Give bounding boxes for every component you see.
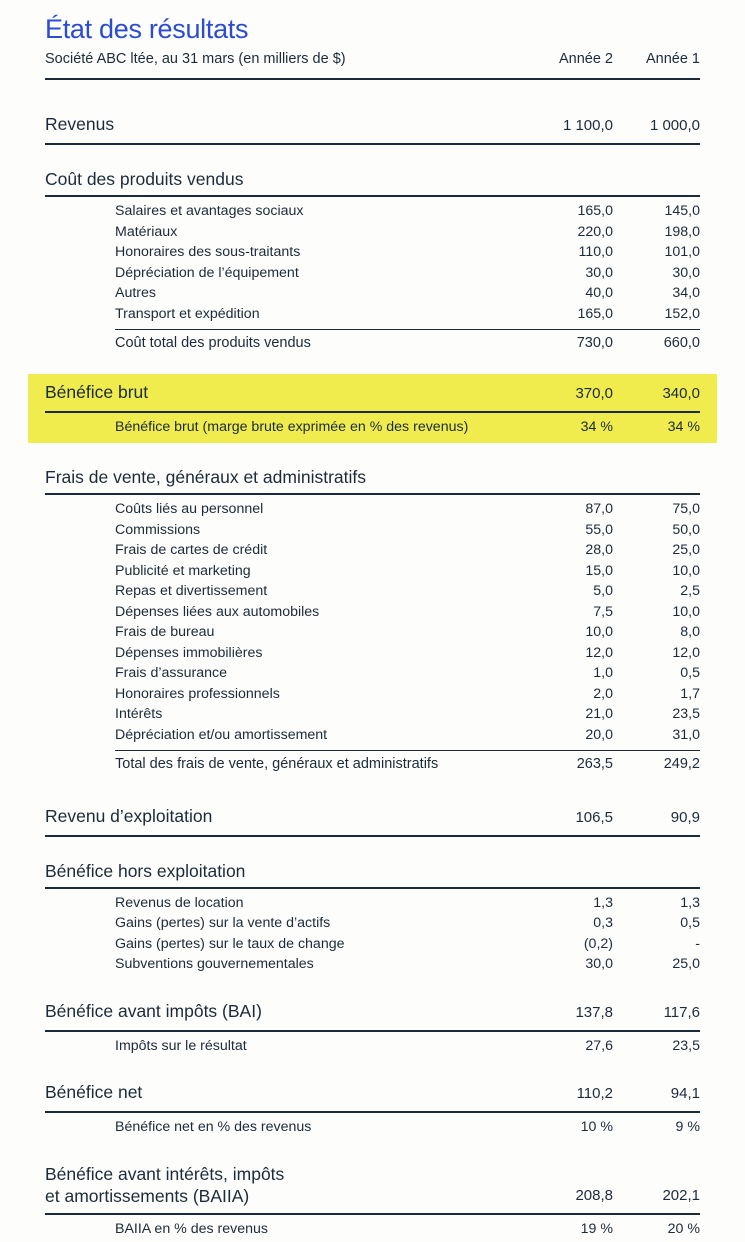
row-total-frais-de-vente <box>45 751 700 780</box>
statement-row <box>45 913 700 934</box>
value-year2: 21,0 <box>585 706 613 722</box>
gross-profit-highlight <box>28 374 717 444</box>
value-year1: 10,0 <box>672 603 700 620</box>
row-label: Frais de cartes de crédit <box>115 542 268 558</box>
row-label: Transport et expédition <box>115 305 260 322</box>
value-year2: 7,5 <box>593 603 613 620</box>
value-year1: 50,0 <box>672 521 700 538</box>
value-year2: 5,0 <box>593 583 613 599</box>
row-label: Revenus <box>45 114 115 134</box>
value-year2: 28,0 <box>585 542 613 558</box>
row-label: Salaires et avantages sociaux <box>115 203 304 219</box>
row-label: Intérêts <box>115 706 163 722</box>
page-subtitle: Société ABC ltée, au 31 mars (en milliers de $) <box>45 51 346 67</box>
row-label: Bénéfice net en % des revenus <box>115 1119 312 1135</box>
statement-row <box>45 602 700 623</box>
row-label: Coût des produits vendus <box>45 169 244 189</box>
value-year2: 263,5 <box>576 756 613 772</box>
statement-row <box>45 954 700 975</box>
value-year1: 145,0 <box>664 203 700 219</box>
value-year2: (0,2) <box>583 935 613 952</box>
value-year2: 165,0 <box>577 305 613 322</box>
row-label-line: Bénéfice avant intérêts, impôts <box>45 1163 285 1184</box>
value-year1: 10,0 <box>672 562 700 579</box>
value-year1: 340,0 <box>662 384 700 402</box>
row-label: Dépenses immobilières <box>115 644 263 661</box>
row-label: Gains (pertes) sur la vente d’actifs <box>115 915 331 931</box>
value-year2: 87,0 <box>585 501 613 517</box>
row-label: Publicité et marketing <box>115 562 251 579</box>
row-label: Dépréciation et/ou amortissement <box>115 726 328 743</box>
statement-row <box>45 304 700 325</box>
row-label: Repas et divertissement <box>115 583 268 599</box>
row-label: Impôts sur le résultat <box>115 1037 247 1054</box>
value-year2: 110,2 <box>576 1085 613 1102</box>
statement-row <box>45 684 700 705</box>
statement-row <box>45 201 700 222</box>
row-label: Dépenses liées aux automobiles <box>115 603 320 620</box>
value-year2: 370,0 <box>575 384 613 402</box>
value-year1: 202,1 <box>662 1186 700 1204</box>
row-baiia-pct <box>45 1219 700 1240</box>
value-year1: 20 % <box>667 1220 700 1237</box>
value-year1: 31,0 <box>672 726 700 743</box>
value-year2: 12,0 <box>585 644 613 661</box>
value-year1: 0,5 <box>680 665 700 681</box>
value-year1: 152,0 <box>664 305 700 322</box>
row-label: Frais de bureau <box>115 624 215 640</box>
value-year2: 1,3 <box>593 894 613 911</box>
value-year1: 101,0 <box>664 244 700 260</box>
value-year2: 10 % <box>580 1119 613 1135</box>
statement-row <box>45 520 700 541</box>
row-benefice-net <box>45 1080 700 1113</box>
value-year1: 9 % <box>675 1119 700 1135</box>
value-year2: 220,0 <box>577 223 613 240</box>
value-year1: 1,7 <box>680 685 700 702</box>
page-title: État des résultats <box>45 14 249 44</box>
row-label: Honoraires des sous-traitants <box>115 244 301 260</box>
row-label: Autres <box>115 285 157 301</box>
value-year1: 34 % <box>667 418 700 435</box>
row-benefice-net-pct <box>45 1117 700 1138</box>
value-year2: 106,5 <box>575 808 613 826</box>
statement-row <box>45 704 700 725</box>
value-year2: 27,6 <box>585 1037 613 1054</box>
row-label: Gains (pertes) sur le taux de change <box>115 935 345 952</box>
value-year1: 1,3 <box>680 894 700 911</box>
value-year2: 0,3 <box>593 915 613 931</box>
row-label: Matériaux <box>115 223 178 240</box>
value-year1: 23,5 <box>672 1037 700 1054</box>
section-frais-de-vente <box>45 467 700 495</box>
value-year2: 208,8 <box>575 1186 613 1204</box>
row-label: BAIIA en % des revenus <box>115 1220 268 1237</box>
statement-row <box>45 934 700 955</box>
value-year1: 25,0 <box>672 956 700 972</box>
value-year1: 90,9 <box>670 808 700 826</box>
table-header <box>45 50 700 80</box>
row-label: Honoraires professionnels <box>115 685 280 702</box>
value-year2: 165,0 <box>577 203 613 219</box>
row-label: Subventions gouvernementales <box>115 956 314 972</box>
value-year2: 2,0 <box>593 685 613 702</box>
value-year1: 30,0 <box>672 264 700 281</box>
value-year1: 23,5 <box>672 706 700 722</box>
row-benefice-brut <box>45 380 700 413</box>
statement-row <box>45 643 700 664</box>
value-year2: 1,0 <box>593 665 613 681</box>
row-label-line: et amortissements (BAIIA) <box>45 1185 250 1206</box>
value-year1: - <box>695 935 700 952</box>
row-label: Revenu d’exploitation <box>45 805 213 826</box>
row-label: Bénéfice avant impôts (BAI) <box>45 1000 262 1021</box>
statement-row <box>45 242 700 263</box>
value-year1: 12,0 <box>672 644 700 661</box>
value-year1: 75,0 <box>672 501 700 517</box>
statement-row <box>45 663 700 684</box>
statement-row <box>45 283 700 304</box>
value-year1: 117,6 <box>663 1003 700 1021</box>
value-year2: 1 100,0 <box>562 117 613 134</box>
value-year2: 730,0 <box>576 335 613 351</box>
column-header-year2: Année 2 <box>558 51 613 67</box>
value-year2: 10,0 <box>585 624 613 640</box>
value-year1: 1 000,0 <box>649 117 700 134</box>
row-impots-sur-le-resultat <box>45 1036 700 1057</box>
row-revenu-exploitation <box>45 804 700 837</box>
statement-row <box>45 540 700 561</box>
value-year1: 249,2 <box>663 756 700 772</box>
statement-row <box>45 622 700 643</box>
section-benefice-hors-exploitation <box>45 861 700 889</box>
row-label: Coût total des produits vendus <box>115 335 311 351</box>
report-header <box>45 14 700 80</box>
value-year2: 30,0 <box>585 264 613 281</box>
row-label: Coûts liés au personnel <box>115 501 264 517</box>
value-year2: 55,0 <box>585 521 613 538</box>
statement-row <box>45 263 700 284</box>
value-year1: 0,5 <box>680 915 700 931</box>
row-label: Commissions <box>115 521 201 538</box>
row-marge-brute-pct <box>45 417 700 438</box>
value-year2: 15,0 <box>585 562 613 579</box>
row-baiia <box>45 1162 700 1215</box>
value-year2: 137,8 <box>575 1003 613 1021</box>
row-cout-total-produits-vendus <box>45 330 700 359</box>
statement-row <box>45 893 700 914</box>
value-year1: 8,0 <box>680 624 700 640</box>
section-cout-des-produits-vendus <box>45 169 700 197</box>
statement-row <box>45 499 700 520</box>
row-label: Bénéfice hors exploitation <box>45 860 246 881</box>
row-label: Revenus de location <box>115 894 244 911</box>
row-benefice-avant-impots <box>45 999 700 1032</box>
value-year1: 198,0 <box>664 223 700 240</box>
value-year2: 20,0 <box>585 726 613 743</box>
value-year1: 94,1 <box>670 1085 700 1102</box>
value-year1: 25,0 <box>672 542 700 558</box>
row-label <box>45 1163 523 1207</box>
value-year1: 2,5 <box>680 583 700 599</box>
row-label: Total des frais de vente, généraux et administratifs <box>115 756 439 772</box>
statement-row <box>45 725 700 746</box>
value-year1: 34,0 <box>672 285 700 301</box>
value-year2: 34 % <box>580 418 613 435</box>
row-label: Bénéfice brut (marge brute exprimée en % des revenus) <box>115 418 469 435</box>
row-label: Bénéfice net <box>45 1082 143 1102</box>
statement-row <box>45 222 700 243</box>
value-year2: 19 % <box>580 1220 613 1237</box>
value-year2: 110,0 <box>578 244 613 260</box>
statement-body <box>45 112 700 1239</box>
row-label: Frais d’assurance <box>115 665 227 681</box>
value-year2: 30,0 <box>585 956 613 972</box>
column-header-year1: Année 1 <box>645 51 700 67</box>
value-year1: 660,0 <box>663 335 700 351</box>
statement-row <box>45 561 700 582</box>
row-revenus <box>45 112 700 145</box>
row-label: Dépréciation de l’équipement <box>115 264 299 281</box>
row-label: Frais de vente, généraux et administratifs <box>45 467 366 487</box>
row-label: Bénéfice brut <box>45 381 149 402</box>
statement-row <box>45 581 700 602</box>
value-year2: 40,0 <box>585 285 613 301</box>
